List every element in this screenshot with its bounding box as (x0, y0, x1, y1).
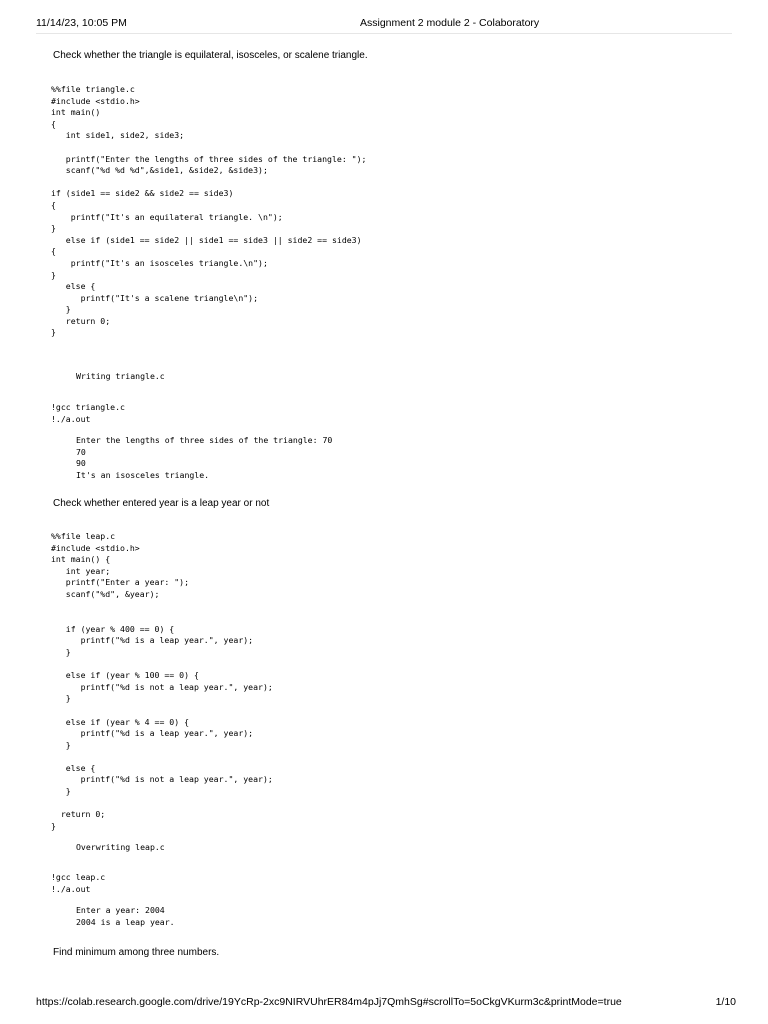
document-title: Assignment 2 module 2 - Colaboratory (360, 17, 540, 29)
section-heading-leap: Check whether entered year is a leap year or not (53, 498, 270, 509)
cell-output-triangle: Enter the lengths of three sides of the triangle: 70 70 90 It's an isosceles triangle. (76, 435, 333, 480)
code-cell-leap[interactable]: %%file leap.c #include <stdio.h> int main() { int year; printf("Enter a year: "); scanf("%d", &year); if (year % 400 == 0) { printf("%d is a leap year.", year); } else if (year % 100 == 0) { printf("%d is not a leap year.", year); } else if (year % 4 == 0) { printf("%d is a leap year.", year); } else { printf("%d is not a leap year.", year); } return 0; } (51, 531, 273, 831)
cell-output-write-triangle: Writing triangle.c (76, 371, 165, 381)
code-cell-triangle[interactable]: %%file triangle.c #include <stdio.h> int main() { int side1, side2, side3; printf("Enter the lengths of three sides of the triangle: "); scanf("%d %d %d",&side1, &side2, &side3); if (side1 == side2 && side2 == side3) { printf("It's an equilateral triangle. \n"); } else if (side1 == side2 || side1 == side3 || side2 == side3) { printf("It's an isosceles triangle.\n"); } else { printf("It's a scalene triangle\n"); } return 0; } (51, 84, 367, 338)
page-url: https://colab.research.google.com/drive/19YcRp-2xc9NIRVUhrER84m4pJj7QmhSg#scrollTo=5oCkgVKurm3c&printMode=true (36, 996, 622, 1008)
cell-output-write-leap: Overwriting leap.c (76, 842, 165, 852)
section-heading-minimum: Find minimum among three numbers. (53, 947, 220, 958)
page-number: 1/10 (715, 996, 736, 1008)
section-heading-triangle: Check whether the triangle is equilateral, isosceles, or scalene triangle. (53, 50, 368, 61)
print-datetime: 11/14/23, 10:05 PM (36, 17, 127, 29)
code-cell-run-leap[interactable]: !gcc leap.c !./a.out (51, 872, 106, 894)
header-divider (36, 33, 732, 34)
cell-output-leap: Enter a year: 2004 2004 is a leap year. (76, 905, 175, 927)
code-cell-run-triangle[interactable]: !gcc triangle.c !./a.out (51, 402, 125, 424)
